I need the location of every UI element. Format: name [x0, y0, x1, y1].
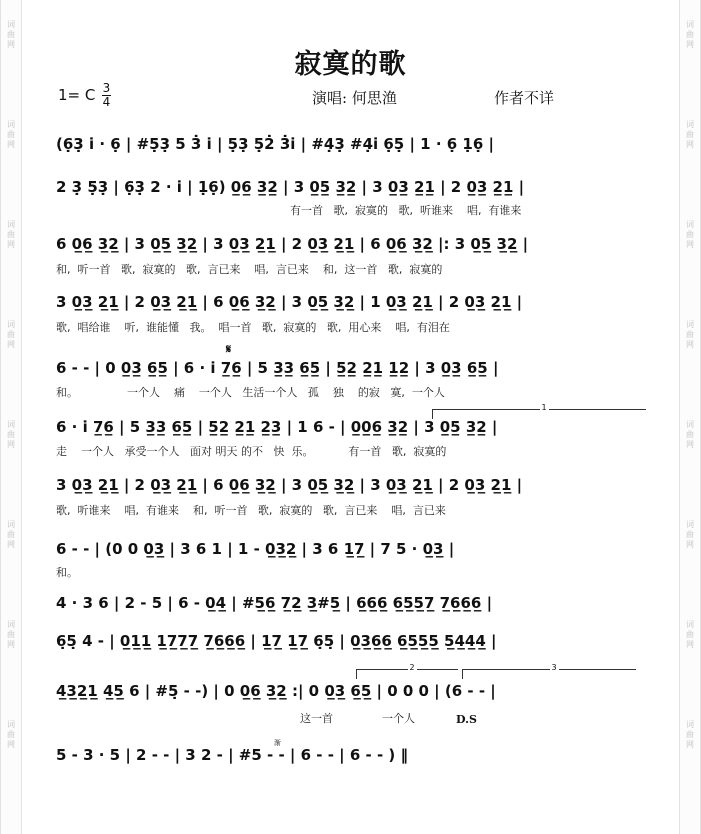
- lyric-line: 这一首 一个人: [300, 712, 415, 725]
- watermark-text: 词 曲 网: [7, 120, 15, 149]
- fermata-mark: 渐: [274, 739, 281, 747]
- notation-line: 5 - 3 · 5 | 2 - - | 3 2 - | #5 - - | 6 - - | 6 - - ) ‖: [56, 746, 408, 764]
- notation-line: 6 - - | (0 0 0̲3̲ | 3 6 1 | 1 - 0̲3̲2̲ | 3 6 1̲7̲ | 7 5 · 0̲3̲ |: [56, 540, 455, 558]
- notation-line: 6 - - | 0 0̲3̲ 6̲5̲ | 6 · i̇ 7̲6̲ | 5 3̲3̲ 6̲5̲ | 5̲2̲ 2̲1̲ 1̲2̲ | 3 0̲3̲ 6̲5̲ |: [56, 359, 499, 377]
- watermark-text: 词 曲 网: [7, 720, 15, 749]
- watermark-text: 词 曲 网: [686, 420, 694, 449]
- watermark-text: 词 曲 网: [7, 620, 15, 649]
- watermark-text: 词 曲 网: [686, 220, 694, 249]
- notation-line: 3 0̲3̲ 2̲1̲ | 2 0̲3̲ 2̲1̲ | 6 0̲6̲ 3̲2̲ | 3 0̲5̲ 3̲2̲ | 3 0̲3̲ 2̲1̲ | 2 0̲3̲ 2̲1̲ |: [56, 476, 523, 494]
- watermark-text: 词 曲 网: [7, 520, 15, 549]
- lyric-line: 和, 听一首 歌, 寂寞的 歌, 言已来 唱, 言已来 和, 这一首 歌, 寂寞的: [56, 263, 443, 276]
- watermark-text: 词 曲 网: [7, 320, 15, 349]
- lyric-line: 和。: [56, 566, 78, 579]
- song-title: 寂寞的歌: [294, 49, 407, 80]
- watermark-text: 词 曲 网: [686, 320, 694, 349]
- notation-line: 4 · 3 6 | 2 - 5 | 6 - 0̲4̲ | #5̲6̲ 7̲2̲ 3̲#5̲ | 6̲6̲6̲ 6̲5̲5̲7̲ 7̲6̲6̲6̲ |: [56, 594, 493, 612]
- notation-line: 6 · i̇ 7̲6̲ | 5 3̲3̲ 6̲5̲ | 5̲2̲ 2̲1̲ 2̲3̲ | 1 6 - | 0̲0̲6̲ 3̲2̲ | 3 0̲5̲ 3̲2̲ |: [56, 418, 498, 436]
- volta-number: 1: [541, 403, 547, 412]
- notation-line: 4̲3̲2̲1̲ 4̲5̲ 6 | #5̣ - -) | 0 0̲6̲ 3̲2̲ :| 0 0̲3̲ 6̲5̲ | 0 0 0 | (6 - - |: [56, 682, 496, 700]
- watermark-text: 词 曲 网: [7, 420, 15, 449]
- notation-line: 6̣5̣ 4 - | 0̲1̲1̲ 1̲7̲7̲7̲ 7̲6̲6̲6̲ | 1̲7̲ 1̲7̲ 6̣5̣ | 0̲3̲6̲6̲ 6̲5̲5̲5̲ 5̲4̲4̲4̲ |: [56, 632, 497, 650]
- lyric-line: 走 一个人 承受一个人 面对 明天 的不 快 乐。 有一首 歌, 寂寞的: [56, 445, 447, 458]
- watermark-text: 词 曲 网: [686, 720, 694, 749]
- ds-marking: D.S: [456, 713, 477, 726]
- volta-bracket-2: [356, 663, 458, 679]
- time-signature: [102, 82, 111, 109]
- key-signature: 1= C: [58, 86, 96, 104]
- watermark-text: 词 曲 网: [7, 220, 15, 249]
- notation-line: (6̣3̣ i̇ · 6̣ | #5̣3̣ 5 3̇ i̇ | 5̣3̣ 5̣2̇ 3̇i̇ | #4̣3̣ #4̣i̇ 6̣5̣ | 1 · 6̣ 1̣6̣ |: [56, 135, 494, 153]
- watermark-text: 词 曲 网: [686, 620, 694, 649]
- left-watermark-strip: [0, 0, 22, 834]
- lyric-line: 歌, 唱给谁 听, 谁能懂 我。 唱一首 歌, 寂寞的 歌, 用心来 唱, 有泪在: [56, 321, 450, 334]
- meter-bottom: 4: [102, 95, 111, 109]
- volta-number: 2: [409, 663, 415, 672]
- singer-credit: 演唱: 何思渔: [312, 89, 397, 107]
- watermark-text: 词 曲 网: [686, 120, 694, 149]
- watermark-text: 词 曲 网: [7, 20, 15, 49]
- notation-line: 3 0̲3̲ 2̲1̲ | 2 0̲3̲ 2̲1̲ | 6 0̲6̲ 3̲2̲ | 3 0̲5̲ 3̲2̲ | 1 0̲3̲ 2̲1̲ | 2 0̲3̲ 2̲1̲ |: [56, 293, 523, 311]
- volta-bracket-3: [462, 663, 636, 679]
- lyric-line: 歌, 听谁来 唱, 有谁来 和, 听一首 歌, 寂寞的 歌, 言已来 唱, 言已来: [56, 504, 446, 517]
- segno-sign: 𝄋: [226, 342, 232, 356]
- lyric-line: 有一首 歌, 寂寞的 歌, 听谁来 唱, 有谁来: [290, 204, 522, 217]
- meter-top: 3: [102, 81, 111, 95]
- lyric-line: 和。 一个人 痛 一个人 生活一个人 孤 独 的寂 寞, 一个人: [56, 386, 445, 399]
- author-credit: 作者不详: [494, 89, 555, 107]
- watermark-text: 词 曲 网: [686, 520, 694, 549]
- volta-number: 3: [551, 663, 557, 672]
- right-watermark-strip: [679, 0, 701, 834]
- watermark-text: 词 曲 网: [686, 20, 694, 49]
- notation-line: 2 3̣ 5̣3̣ | 6̣3̣ 2 · i̇ | 1̣6̣) 0̲6̲ 3̲2̲ | 3 0̲5̲ 3̲2̲ | 3 0̲3̲ 2̲1̲ | 2 0̲3̲ 2̲1̲ |: [56, 178, 525, 196]
- notation-line: 6 0̲6̲ 3̲2̲ | 3 0̲5̲ 3̲2̲ | 3 0̲3̲ 2̲1̲ | 2 0̲3̲ 2̲1̲ | 6 0̲6̲ 3̲2̲ |: 3 0̲5̲ 3̲2̲ |: [56, 235, 529, 253]
